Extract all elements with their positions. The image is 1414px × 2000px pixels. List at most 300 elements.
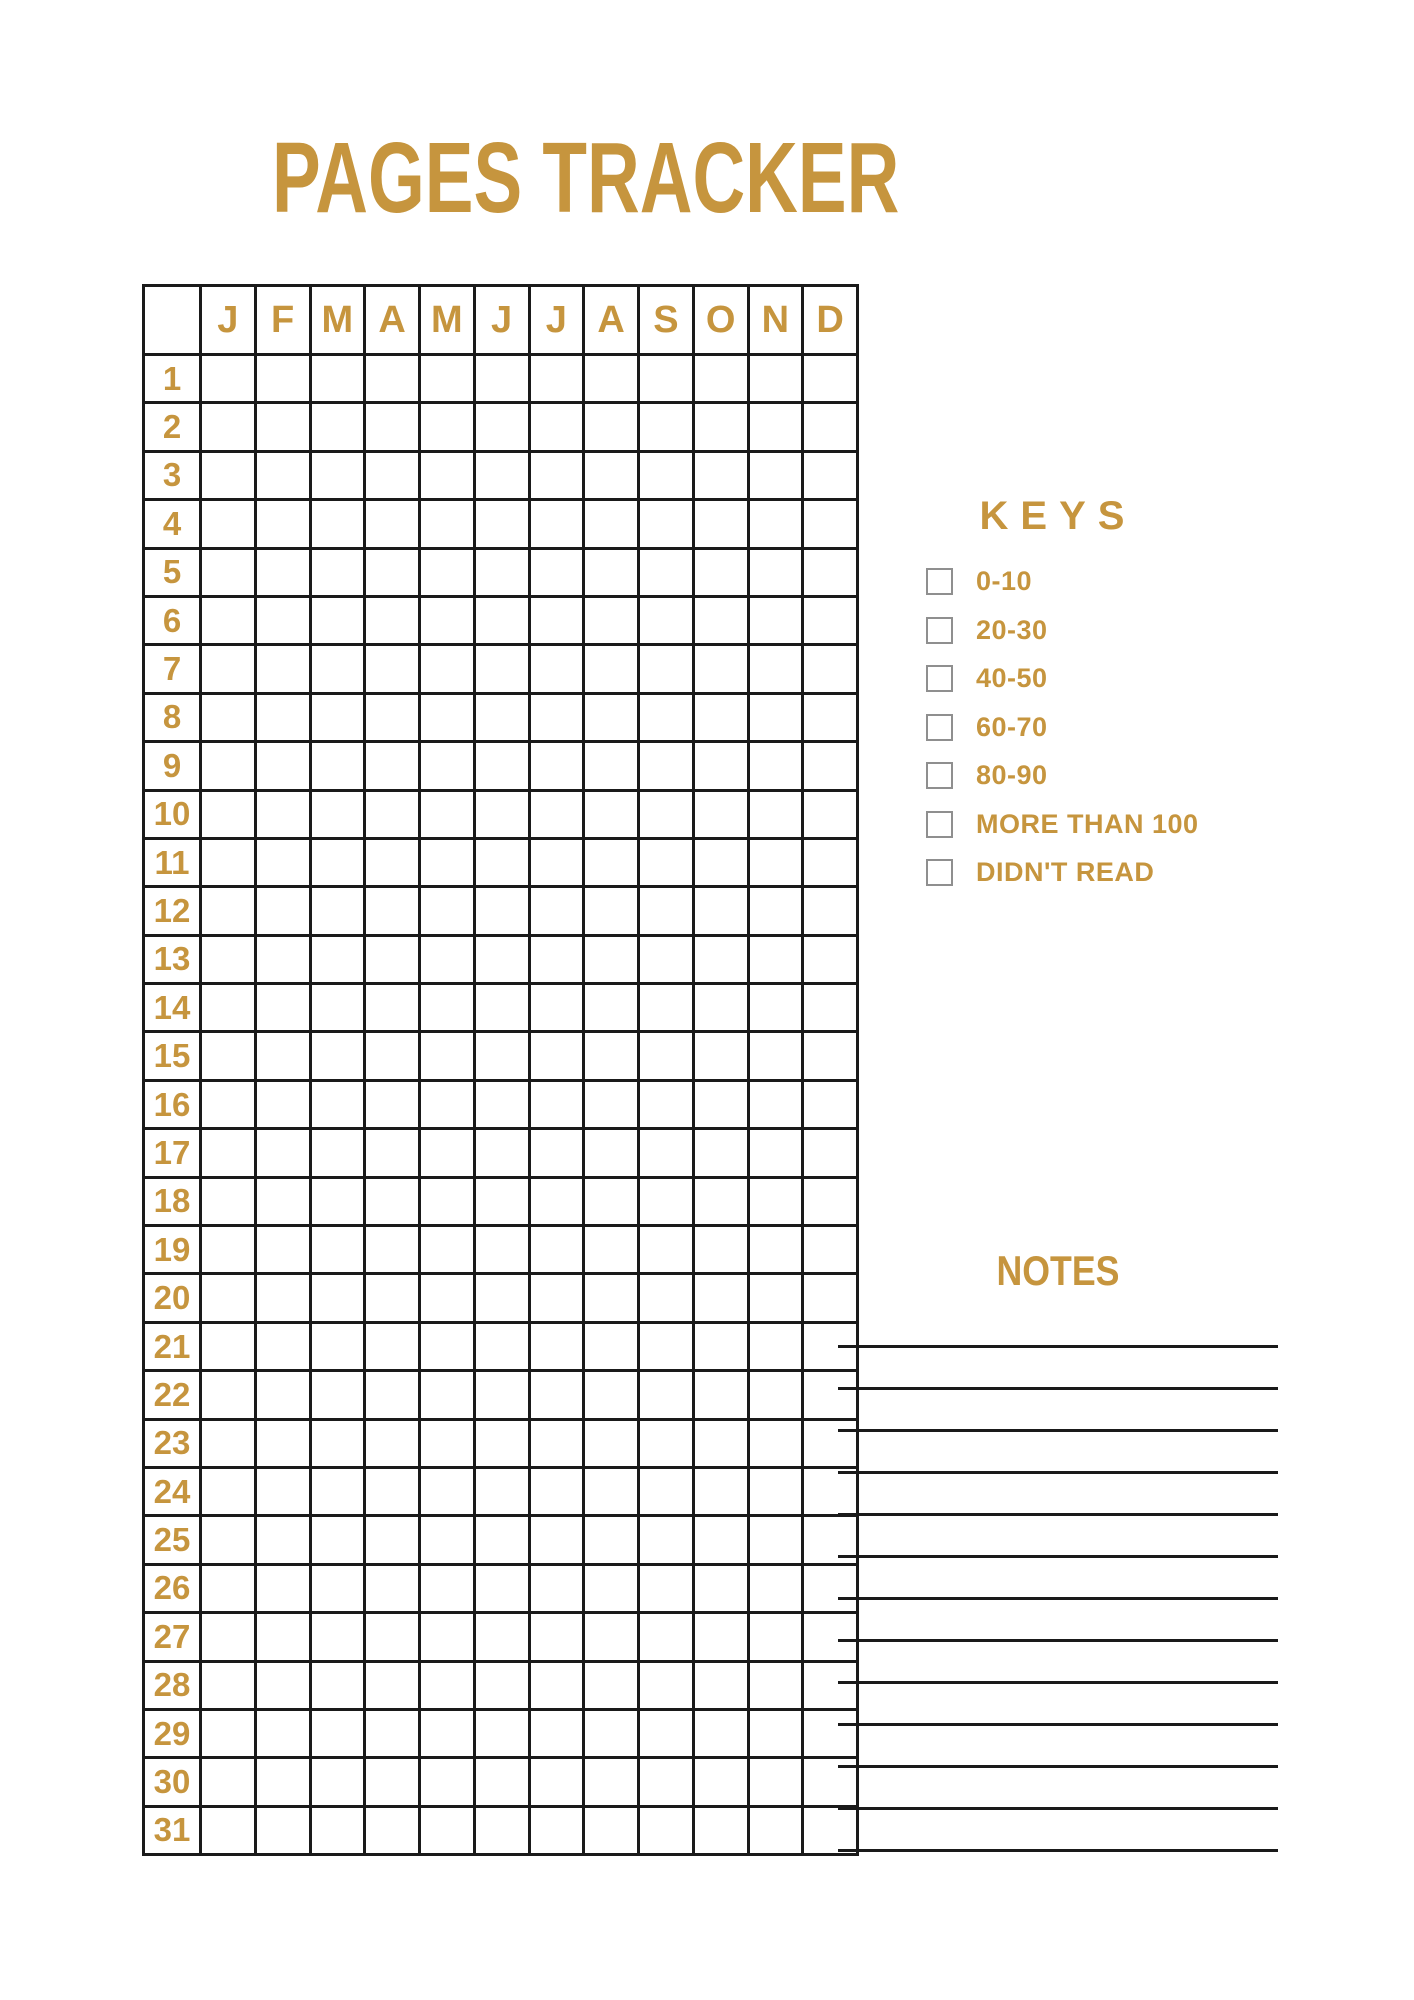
track-cell-23-9[interactable]: [639, 1419, 694, 1467]
track-cell-24-9[interactable]: [639, 1467, 694, 1515]
track-cell-10-3[interactable]: [310, 790, 365, 838]
track-cell-10-5[interactable]: [420, 790, 475, 838]
track-cell-29-4[interactable]: [365, 1709, 420, 1757]
track-cell-4-2[interactable]: [255, 500, 310, 548]
track-cell-20-3[interactable]: [310, 1274, 365, 1322]
track-cell-31-7[interactable]: [529, 1806, 584, 1854]
track-cell-6-6[interactable]: [474, 596, 529, 644]
track-cell-26-7[interactable]: [529, 1564, 584, 1612]
track-cell-11-7[interactable]: [529, 838, 584, 886]
track-cell-2-1[interactable]: [201, 403, 256, 451]
key-checkbox-1[interactable]: [926, 568, 953, 595]
track-cell-8-6[interactable]: [474, 693, 529, 741]
track-cell-7-5[interactable]: [420, 645, 475, 693]
track-cell-10-1[interactable]: [201, 790, 256, 838]
track-cell-3-8[interactable]: [584, 451, 639, 499]
track-cell-8-10[interactable]: [693, 693, 748, 741]
track-cell-9-1[interactable]: [201, 742, 256, 790]
track-cell-3-10[interactable]: [693, 451, 748, 499]
track-cell-9-7[interactable]: [529, 742, 584, 790]
track-cell-7-12[interactable]: [803, 645, 858, 693]
track-cell-11-2[interactable]: [255, 838, 310, 886]
track-cell-20-5[interactable]: [420, 1274, 475, 1322]
track-cell-3-12[interactable]: [803, 451, 858, 499]
track-cell-21-5[interactable]: [420, 1322, 475, 1370]
track-cell-6-2[interactable]: [255, 596, 310, 644]
track-cell-2-12[interactable]: [803, 403, 858, 451]
track-cell-28-11[interactable]: [748, 1661, 803, 1709]
track-cell-16-2[interactable]: [255, 1080, 310, 1128]
track-cell-7-9[interactable]: [639, 645, 694, 693]
track-cell-27-3[interactable]: [310, 1613, 365, 1661]
track-cell-4-3[interactable]: [310, 500, 365, 548]
track-cell-17-7[interactable]: [529, 1129, 584, 1177]
track-cell-25-7[interactable]: [529, 1516, 584, 1564]
track-cell-8-5[interactable]: [420, 693, 475, 741]
track-cell-12-12[interactable]: [803, 887, 858, 935]
track-cell-23-2[interactable]: [255, 1419, 310, 1467]
track-cell-23-6[interactable]: [474, 1419, 529, 1467]
track-cell-25-6[interactable]: [474, 1516, 529, 1564]
track-cell-29-1[interactable]: [201, 1709, 256, 1757]
track-cell-21-1[interactable]: [201, 1322, 256, 1370]
track-cell-21-8[interactable]: [584, 1322, 639, 1370]
track-cell-28-3[interactable]: [310, 1661, 365, 1709]
track-cell-17-8[interactable]: [584, 1129, 639, 1177]
track-cell-8-7[interactable]: [529, 693, 584, 741]
track-cell-20-11[interactable]: [748, 1274, 803, 1322]
key-checkbox-4[interactable]: [926, 714, 953, 741]
track-cell-3-1[interactable]: [201, 451, 256, 499]
track-cell-3-5[interactable]: [420, 451, 475, 499]
track-cell-5-11[interactable]: [748, 548, 803, 596]
track-cell-1-7[interactable]: [529, 355, 584, 403]
track-cell-25-10[interactable]: [693, 1516, 748, 1564]
track-cell-7-1[interactable]: [201, 645, 256, 693]
track-cell-22-4[interactable]: [365, 1371, 420, 1419]
track-cell-9-5[interactable]: [420, 742, 475, 790]
track-cell-26-6[interactable]: [474, 1564, 529, 1612]
track-cell-15-6[interactable]: [474, 1032, 529, 1080]
track-cell-6-3[interactable]: [310, 596, 365, 644]
key-checkbox-3[interactable]: [926, 665, 953, 692]
track-cell-26-10[interactable]: [693, 1564, 748, 1612]
track-cell-8-2[interactable]: [255, 693, 310, 741]
track-cell-14-1[interactable]: [201, 984, 256, 1032]
track-cell-28-7[interactable]: [529, 1661, 584, 1709]
track-cell-25-3[interactable]: [310, 1516, 365, 1564]
track-cell-18-7[interactable]: [529, 1177, 584, 1225]
track-cell-13-3[interactable]: [310, 935, 365, 983]
track-cell-11-12[interactable]: [803, 838, 858, 886]
track-cell-24-1[interactable]: [201, 1467, 256, 1515]
track-cell-28-9[interactable]: [639, 1661, 694, 1709]
track-cell-31-9[interactable]: [639, 1806, 694, 1854]
track-cell-2-2[interactable]: [255, 403, 310, 451]
track-cell-4-8[interactable]: [584, 500, 639, 548]
track-cell-28-5[interactable]: [420, 1661, 475, 1709]
track-cell-12-1[interactable]: [201, 887, 256, 935]
track-cell-30-1[interactable]: [201, 1758, 256, 1806]
track-cell-12-8[interactable]: [584, 887, 639, 935]
track-cell-13-9[interactable]: [639, 935, 694, 983]
track-cell-5-6[interactable]: [474, 548, 529, 596]
track-cell-31-8[interactable]: [584, 1806, 639, 1854]
track-cell-4-10[interactable]: [693, 500, 748, 548]
track-cell-29-5[interactable]: [420, 1709, 475, 1757]
track-cell-26-1[interactable]: [201, 1564, 256, 1612]
track-cell-23-7[interactable]: [529, 1419, 584, 1467]
track-cell-16-12[interactable]: [803, 1080, 858, 1128]
track-cell-31-3[interactable]: [310, 1806, 365, 1854]
key-checkbox-6[interactable]: [926, 811, 953, 838]
track-cell-1-6[interactable]: [474, 355, 529, 403]
track-cell-6-9[interactable]: [639, 596, 694, 644]
track-cell-29-10[interactable]: [693, 1709, 748, 1757]
track-cell-22-8[interactable]: [584, 1371, 639, 1419]
track-cell-2-3[interactable]: [310, 403, 365, 451]
track-cell-31-10[interactable]: [693, 1806, 748, 1854]
track-cell-3-9[interactable]: [639, 451, 694, 499]
track-cell-6-11[interactable]: [748, 596, 803, 644]
track-cell-13-6[interactable]: [474, 935, 529, 983]
track-cell-21-10[interactable]: [693, 1322, 748, 1370]
track-cell-2-5[interactable]: [420, 403, 475, 451]
track-cell-4-9[interactable]: [639, 500, 694, 548]
track-cell-25-5[interactable]: [420, 1516, 475, 1564]
track-cell-6-1[interactable]: [201, 596, 256, 644]
track-cell-27-2[interactable]: [255, 1613, 310, 1661]
track-cell-14-12[interactable]: [803, 984, 858, 1032]
track-cell-12-9[interactable]: [639, 887, 694, 935]
track-cell-24-10[interactable]: [693, 1467, 748, 1515]
track-cell-10-4[interactable]: [365, 790, 420, 838]
track-cell-2-11[interactable]: [748, 403, 803, 451]
track-cell-17-11[interactable]: [748, 1129, 803, 1177]
track-cell-26-9[interactable]: [639, 1564, 694, 1612]
track-cell-20-10[interactable]: [693, 1274, 748, 1322]
track-cell-10-9[interactable]: [639, 790, 694, 838]
track-cell-15-9[interactable]: [639, 1032, 694, 1080]
track-cell-16-11[interactable]: [748, 1080, 803, 1128]
track-cell-15-4[interactable]: [365, 1032, 420, 1080]
track-cell-30-9[interactable]: [639, 1758, 694, 1806]
track-cell-27-6[interactable]: [474, 1613, 529, 1661]
track-cell-1-11[interactable]: [748, 355, 803, 403]
track-cell-13-1[interactable]: [201, 935, 256, 983]
track-cell-7-2[interactable]: [255, 645, 310, 693]
track-cell-14-9[interactable]: [639, 984, 694, 1032]
track-cell-15-8[interactable]: [584, 1032, 639, 1080]
track-cell-15-1[interactable]: [201, 1032, 256, 1080]
track-cell-9-10[interactable]: [693, 742, 748, 790]
track-cell-15-11[interactable]: [748, 1032, 803, 1080]
track-cell-27-8[interactable]: [584, 1613, 639, 1661]
track-cell-28-10[interactable]: [693, 1661, 748, 1709]
track-cell-11-5[interactable]: [420, 838, 475, 886]
track-cell-24-2[interactable]: [255, 1467, 310, 1515]
track-cell-18-10[interactable]: [693, 1177, 748, 1225]
track-cell-5-10[interactable]: [693, 548, 748, 596]
track-cell-17-12[interactable]: [803, 1129, 858, 1177]
track-cell-22-2[interactable]: [255, 1371, 310, 1419]
track-cell-27-11[interactable]: [748, 1613, 803, 1661]
track-cell-18-8[interactable]: [584, 1177, 639, 1225]
track-cell-25-9[interactable]: [639, 1516, 694, 1564]
track-cell-20-2[interactable]: [255, 1274, 310, 1322]
track-cell-29-7[interactable]: [529, 1709, 584, 1757]
track-cell-30-11[interactable]: [748, 1758, 803, 1806]
track-cell-26-8[interactable]: [584, 1564, 639, 1612]
track-cell-7-3[interactable]: [310, 645, 365, 693]
track-cell-15-3[interactable]: [310, 1032, 365, 1080]
track-cell-6-7[interactable]: [529, 596, 584, 644]
track-cell-8-12[interactable]: [803, 693, 858, 741]
track-cell-19-2[interactable]: [255, 1226, 310, 1274]
track-cell-29-11[interactable]: [748, 1709, 803, 1757]
track-cell-24-3[interactable]: [310, 1467, 365, 1515]
track-cell-4-5[interactable]: [420, 500, 475, 548]
track-cell-24-11[interactable]: [748, 1467, 803, 1515]
track-cell-18-4[interactable]: [365, 1177, 420, 1225]
track-cell-15-12[interactable]: [803, 1032, 858, 1080]
track-cell-7-8[interactable]: [584, 645, 639, 693]
key-checkbox-5[interactable]: [926, 762, 953, 789]
track-cell-18-5[interactable]: [420, 1177, 475, 1225]
track-cell-20-9[interactable]: [639, 1274, 694, 1322]
track-cell-1-1[interactable]: [201, 355, 256, 403]
track-cell-22-6[interactable]: [474, 1371, 529, 1419]
track-cell-26-4[interactable]: [365, 1564, 420, 1612]
track-cell-1-9[interactable]: [639, 355, 694, 403]
track-cell-23-11[interactable]: [748, 1419, 803, 1467]
track-cell-16-6[interactable]: [474, 1080, 529, 1128]
track-cell-24-4[interactable]: [365, 1467, 420, 1515]
track-cell-11-8[interactable]: [584, 838, 639, 886]
track-cell-10-2[interactable]: [255, 790, 310, 838]
track-cell-2-10[interactable]: [693, 403, 748, 451]
track-cell-23-1[interactable]: [201, 1419, 256, 1467]
track-cell-6-8[interactable]: [584, 596, 639, 644]
track-cell-18-9[interactable]: [639, 1177, 694, 1225]
track-cell-15-2[interactable]: [255, 1032, 310, 1080]
track-cell-30-5[interactable]: [420, 1758, 475, 1806]
track-cell-5-8[interactable]: [584, 548, 639, 596]
track-cell-8-8[interactable]: [584, 693, 639, 741]
track-cell-10-7[interactable]: [529, 790, 584, 838]
track-cell-13-2[interactable]: [255, 935, 310, 983]
track-cell-7-10[interactable]: [693, 645, 748, 693]
track-cell-29-6[interactable]: [474, 1709, 529, 1757]
track-cell-5-1[interactable]: [201, 548, 256, 596]
track-cell-19-8[interactable]: [584, 1226, 639, 1274]
track-cell-14-10[interactable]: [693, 984, 748, 1032]
track-cell-12-2[interactable]: [255, 887, 310, 935]
track-cell-1-5[interactable]: [420, 355, 475, 403]
track-cell-4-11[interactable]: [748, 500, 803, 548]
track-cell-22-5[interactable]: [420, 1371, 475, 1419]
track-cell-19-6[interactable]: [474, 1226, 529, 1274]
track-cell-4-6[interactable]: [474, 500, 529, 548]
track-cell-26-3[interactable]: [310, 1564, 365, 1612]
track-cell-6-12[interactable]: [803, 596, 858, 644]
track-cell-18-3[interactable]: [310, 1177, 365, 1225]
track-cell-13-4[interactable]: [365, 935, 420, 983]
track-cell-30-7[interactable]: [529, 1758, 584, 1806]
track-cell-30-6[interactable]: [474, 1758, 529, 1806]
track-cell-14-7[interactable]: [529, 984, 584, 1032]
track-cell-11-4[interactable]: [365, 838, 420, 886]
track-cell-24-6[interactable]: [474, 1467, 529, 1515]
track-cell-3-2[interactable]: [255, 451, 310, 499]
track-cell-20-12[interactable]: [803, 1274, 858, 1322]
key-checkbox-7[interactable]: [926, 859, 953, 886]
track-cell-18-12[interactable]: [803, 1177, 858, 1225]
track-cell-9-4[interactable]: [365, 742, 420, 790]
track-cell-13-12[interactable]: [803, 935, 858, 983]
track-cell-5-3[interactable]: [310, 548, 365, 596]
track-cell-17-2[interactable]: [255, 1129, 310, 1177]
track-cell-30-3[interactable]: [310, 1758, 365, 1806]
track-cell-14-5[interactable]: [420, 984, 475, 1032]
track-cell-2-7[interactable]: [529, 403, 584, 451]
track-cell-10-12[interactable]: [803, 790, 858, 838]
track-cell-9-6[interactable]: [474, 742, 529, 790]
track-cell-11-11[interactable]: [748, 838, 803, 886]
track-cell-20-6[interactable]: [474, 1274, 529, 1322]
track-cell-16-10[interactable]: [693, 1080, 748, 1128]
track-cell-31-2[interactable]: [255, 1806, 310, 1854]
track-cell-12-11[interactable]: [748, 887, 803, 935]
track-cell-11-9[interactable]: [639, 838, 694, 886]
track-cell-7-4[interactable]: [365, 645, 420, 693]
track-cell-11-3[interactable]: [310, 838, 365, 886]
track-cell-21-3[interactable]: [310, 1322, 365, 1370]
track-cell-9-12[interactable]: [803, 742, 858, 790]
track-cell-17-5[interactable]: [420, 1129, 475, 1177]
track-cell-3-3[interactable]: [310, 451, 365, 499]
track-cell-25-4[interactable]: [365, 1516, 420, 1564]
track-cell-16-4[interactable]: [365, 1080, 420, 1128]
track-cell-19-1[interactable]: [201, 1226, 256, 1274]
track-cell-6-10[interactable]: [693, 596, 748, 644]
track-cell-27-7[interactable]: [529, 1613, 584, 1661]
track-cell-8-9[interactable]: [639, 693, 694, 741]
track-cell-31-5[interactable]: [420, 1806, 475, 1854]
track-cell-22-10[interactable]: [693, 1371, 748, 1419]
track-cell-18-6[interactable]: [474, 1177, 529, 1225]
track-cell-27-9[interactable]: [639, 1613, 694, 1661]
track-cell-19-5[interactable]: [420, 1226, 475, 1274]
track-cell-19-4[interactable]: [365, 1226, 420, 1274]
track-cell-1-10[interactable]: [693, 355, 748, 403]
track-cell-22-3[interactable]: [310, 1371, 365, 1419]
track-cell-29-2[interactable]: [255, 1709, 310, 1757]
track-cell-5-12[interactable]: [803, 548, 858, 596]
track-cell-8-11[interactable]: [748, 693, 803, 741]
track-cell-24-8[interactable]: [584, 1467, 639, 1515]
track-cell-1-8[interactable]: [584, 355, 639, 403]
track-cell-7-7[interactable]: [529, 645, 584, 693]
track-cell-12-10[interactable]: [693, 887, 748, 935]
track-cell-28-6[interactable]: [474, 1661, 529, 1709]
track-cell-3-7[interactable]: [529, 451, 584, 499]
track-cell-2-9[interactable]: [639, 403, 694, 451]
track-cell-15-5[interactable]: [420, 1032, 475, 1080]
track-cell-15-10[interactable]: [693, 1032, 748, 1080]
track-cell-30-10[interactable]: [693, 1758, 748, 1806]
track-cell-14-11[interactable]: [748, 984, 803, 1032]
track-cell-31-4[interactable]: [365, 1806, 420, 1854]
track-cell-10-10[interactable]: [693, 790, 748, 838]
track-cell-11-10[interactable]: [693, 838, 748, 886]
track-cell-17-6[interactable]: [474, 1129, 529, 1177]
track-cell-18-11[interactable]: [748, 1177, 803, 1225]
track-cell-30-2[interactable]: [255, 1758, 310, 1806]
track-cell-13-7[interactable]: [529, 935, 584, 983]
track-cell-14-8[interactable]: [584, 984, 639, 1032]
track-cell-13-5[interactable]: [420, 935, 475, 983]
track-cell-24-7[interactable]: [529, 1467, 584, 1515]
track-cell-2-6[interactable]: [474, 403, 529, 451]
track-cell-21-9[interactable]: [639, 1322, 694, 1370]
track-cell-12-5[interactable]: [420, 887, 475, 935]
track-cell-9-2[interactable]: [255, 742, 310, 790]
track-cell-30-4[interactable]: [365, 1758, 420, 1806]
track-cell-21-6[interactable]: [474, 1322, 529, 1370]
key-checkbox-2[interactable]: [926, 617, 953, 644]
track-cell-21-11[interactable]: [748, 1322, 803, 1370]
track-cell-20-7[interactable]: [529, 1274, 584, 1322]
track-cell-19-10[interactable]: [693, 1226, 748, 1274]
track-cell-23-10[interactable]: [693, 1419, 748, 1467]
track-cell-26-2[interactable]: [255, 1564, 310, 1612]
track-cell-13-8[interactable]: [584, 935, 639, 983]
track-cell-19-3[interactable]: [310, 1226, 365, 1274]
track-cell-25-1[interactable]: [201, 1516, 256, 1564]
track-cell-29-9[interactable]: [639, 1709, 694, 1757]
track-cell-12-3[interactable]: [310, 887, 365, 935]
track-cell-25-11[interactable]: [748, 1516, 803, 1564]
track-cell-25-8[interactable]: [584, 1516, 639, 1564]
track-cell-3-11[interactable]: [748, 451, 803, 499]
track-cell-28-4[interactable]: [365, 1661, 420, 1709]
track-cell-22-9[interactable]: [639, 1371, 694, 1419]
track-cell-2-8[interactable]: [584, 403, 639, 451]
track-cell-1-4[interactable]: [365, 355, 420, 403]
track-cell-25-2[interactable]: [255, 1516, 310, 1564]
track-cell-12-6[interactable]: [474, 887, 529, 935]
track-cell-1-12[interactable]: [803, 355, 858, 403]
track-cell-5-2[interactable]: [255, 548, 310, 596]
track-cell-5-5[interactable]: [420, 548, 475, 596]
track-cell-10-8[interactable]: [584, 790, 639, 838]
track-cell-18-2[interactable]: [255, 1177, 310, 1225]
track-cell-23-5[interactable]: [420, 1419, 475, 1467]
track-cell-11-1[interactable]: [201, 838, 256, 886]
track-cell-16-5[interactable]: [420, 1080, 475, 1128]
track-cell-10-6[interactable]: [474, 790, 529, 838]
track-cell-7-6[interactable]: [474, 645, 529, 693]
track-cell-17-1[interactable]: [201, 1129, 256, 1177]
track-cell-28-1[interactable]: [201, 1661, 256, 1709]
track-cell-16-1[interactable]: [201, 1080, 256, 1128]
track-cell-18-1[interactable]: [201, 1177, 256, 1225]
track-cell-16-3[interactable]: [310, 1080, 365, 1128]
track-cell-27-1[interactable]: [201, 1613, 256, 1661]
track-cell-12-7[interactable]: [529, 887, 584, 935]
track-cell-16-9[interactable]: [639, 1080, 694, 1128]
